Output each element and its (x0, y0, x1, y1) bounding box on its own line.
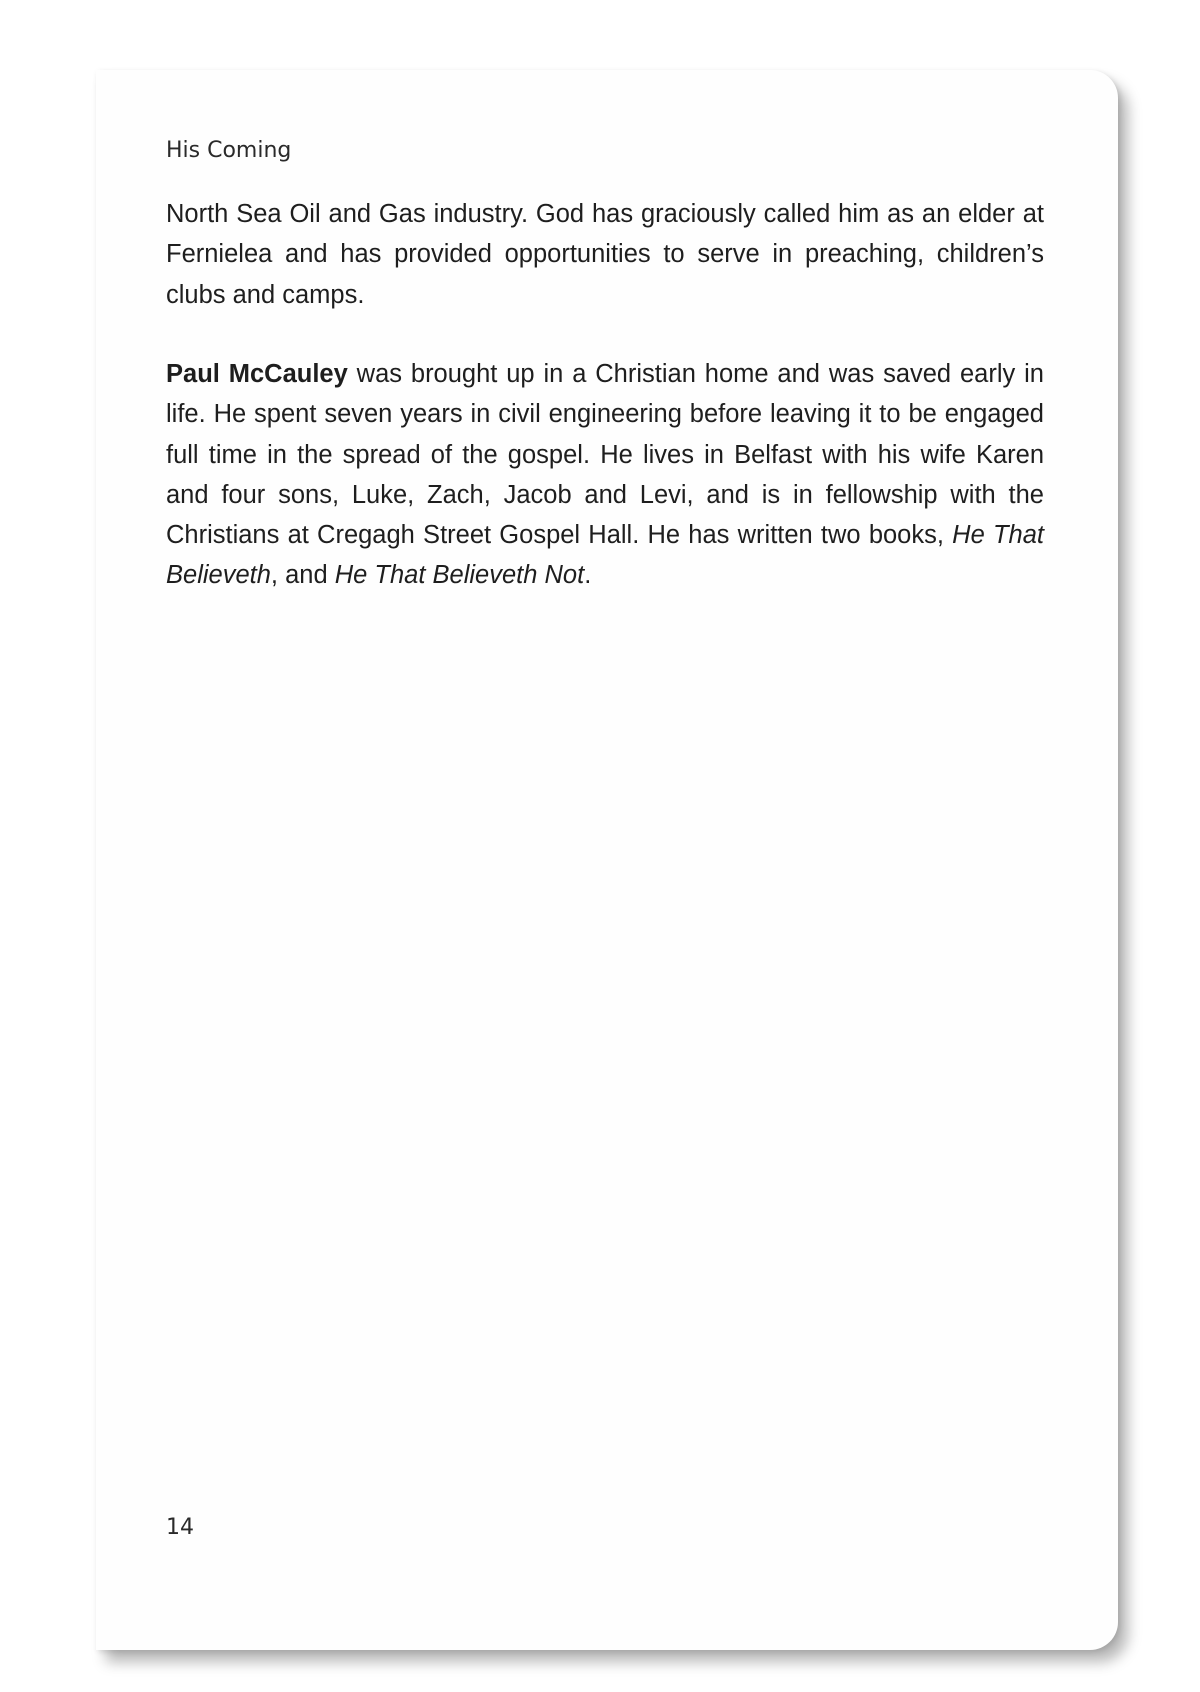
paragraph-1-text: North Sea Oil and Gas industry. God has graciously called him as an elder at Fernielea and has provided opportunities to serve in preaching, children’s clubs and camps. (166, 200, 1044, 309)
paragraph-2-text-a: was brought up in a Christian home and was saved early in life. He spent seven years in civil engineering before leaving it to be engaged full time in the spread of the gospel. He lives in Belfast with his wife Karen and four sons, Luke, Zach, Jacob and Levi, and is in fellowship with the Christians at Cregagh Street Gospel Hall. He has written two books, (166, 360, 1044, 550)
book-title-2: He That Believeth Not (334, 561, 585, 590)
book-title-1: He That Believeth (166, 521, 1044, 590)
paragraph-2-text-c: . (584, 561, 592, 590)
page-number: 14 (166, 1515, 194, 1540)
running-header: His Coming (166, 138, 292, 163)
paragraph-2-text-b: , and (270, 561, 335, 590)
paragraph-1 (166, 194, 1044, 315)
author-name: Paul McCauley (166, 360, 348, 388)
paragraph-2 (166, 354, 1044, 596)
